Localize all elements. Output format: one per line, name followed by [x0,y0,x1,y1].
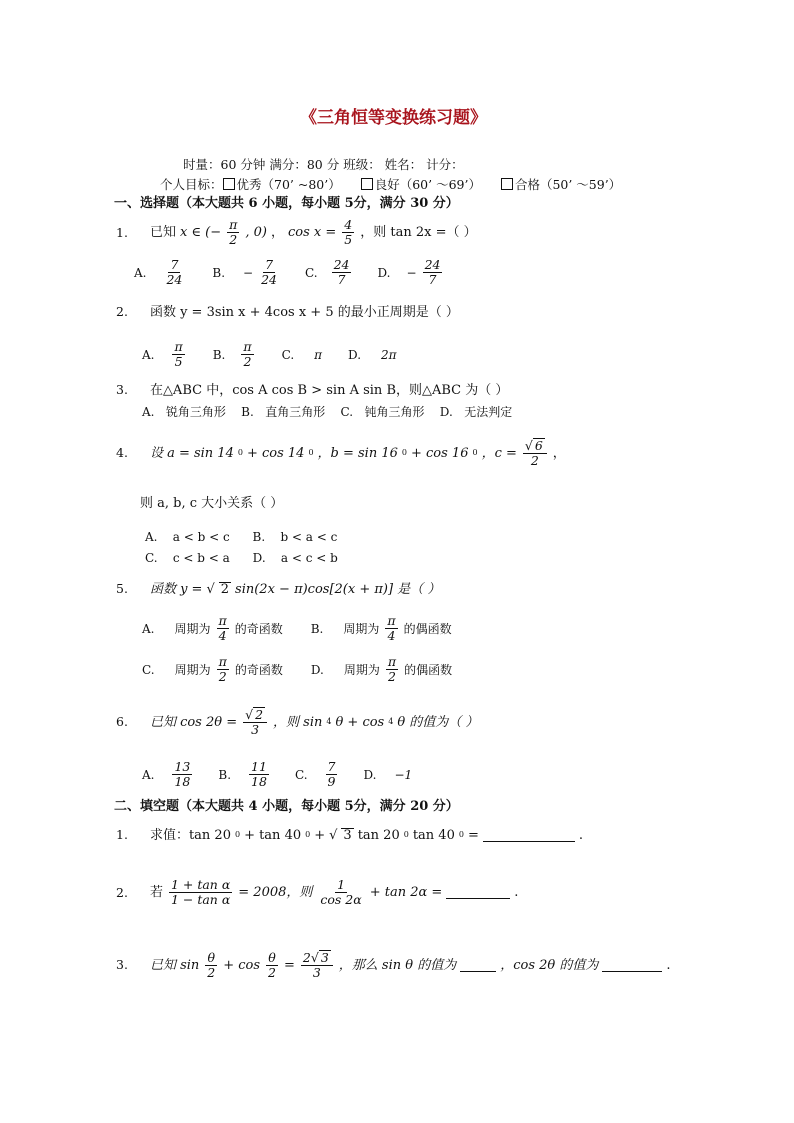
option-a-post[interactable]: 的奇函数 [234,621,283,636]
q5-pre: 函数 y = [149,581,203,597]
option-a-value[interactable]: $\frac{7}{24}$ [166,257,183,288]
q4-options-cd[interactable]: C. c < b < a D. a < c < b [145,551,338,565]
q1-frac-pi-2: $\frac{\pi}{2}$ [229,217,238,248]
question-number: 1. [116,224,128,240]
f1-pre: 求值：tan 20 [149,827,231,843]
q5-options-cd [142,655,452,685]
option-c-pre: 周期为 [174,662,211,677]
q6-post-a: ，则 sin [273,714,323,730]
q1-pre: 已知 [149,225,176,241]
option-b-value[interactable]: $\frac{7}{24}$ [261,257,277,288]
goal-pass: 合格（50’ ～59’） [514,177,622,192]
f2-frac-tan: $\frac{\text{1 + tan α}}{\text{1 − tan α}}$ [170,877,231,908]
question-2 [116,306,459,319]
question-number: 3. [116,382,128,398]
fill-question-2: 2. 若 $\frac{\text{1 + tan α}}{\text{1 − tan α}}$ = 2008，则 $\frac{1}{\cos 2\alpha}$ + tan 2α = . [116,877,519,908]
f2-eq: = 2008，则 [238,885,313,901]
q2-text: 函数 y = 3sin x + 4cos x + 5 的最小正周期是（ ） [149,305,459,320]
checkbox-excellent[interactable] [223,178,235,190]
option-b-frac: $\frac{\pi}{4}$ [387,613,396,644]
section-fill-heading: 二、填空题（本大题共 4 小题，每小题 5分，满分 20 分） [114,799,459,814]
goal-excellent: 优秀（70’ ~80’） [236,177,341,192]
option-a-pre: 周期为 [174,621,211,636]
option-d-frac: $\frac{\pi}{2}$ [387,654,397,685]
option-d-value[interactable]: $\frac{24}{7}$ [424,257,441,288]
option-d-pre: 周期为 [343,662,380,677]
option-c-post[interactable]: 的奇函数 [234,662,283,677]
q6-post-b: θ + cos [335,714,385,730]
answer-blank[interactable] [483,829,575,842]
q4-a-def-2: + cos 14 [246,445,305,461]
q4-a-def: 设 a = sin 14 [149,445,234,461]
option-b-pre: 周期为 [343,621,380,636]
f2-post: + tan 2α = [369,885,443,901]
q1-cos: cos x = [287,225,337,241]
q6-post-c: θ 的值为（ ） [397,714,479,730]
q5-sqrt2: 2 [220,582,230,597]
question-number: 5. [116,580,128,596]
f3-frac-theta-2b: $\frac{\theta}{2}$ [268,949,276,980]
section-choice-heading: 一、选择题（本大题共 6 小题，每小题 5分，满分 30 分） [114,196,459,211]
option-a-value[interactable]: $\frac{13}{18}$ [174,759,191,790]
option-b-label: B. [218,767,232,782]
f2-pre: 若 [149,885,163,901]
q2-options [142,340,397,370]
option-b-label: B. [310,621,324,636]
option-a-value[interactable]: $\frac{\pi}{5}$ [174,339,183,370]
option-c-label: C. [281,347,295,362]
option-d-label: D. [363,767,377,782]
f1-sqrt3: 3 [343,828,352,843]
option-c-label: C. [294,767,308,782]
question-number: 3. [116,957,128,973]
question-5: 5. 函数 y = √ 2 sin(2x − π)cos[2(x + π)] 是（ ） [116,580,441,597]
option-b-sign: − [243,265,254,280]
f3-frac-2sqrt3-3: 2√ 3 3 [301,950,333,981]
option-c-value[interactable]: π [314,347,323,362]
q6-frac-sqrt2-3: √ 2 3 [243,707,267,738]
question-number: 4. [116,445,128,461]
q4-b-def: ，b = sin 16 [317,445,398,461]
q4-options-ab[interactable]: A. a < b < c B. b < a < c [145,530,338,544]
option-b-label: B. [212,347,226,362]
q4-b-def-2: + cos 16 [410,445,469,461]
option-a-frac: $\frac{\pi}{4}$ [218,613,227,644]
question-3 [116,384,508,397]
q5-options-ab [142,614,452,644]
answer-blank-sin[interactable] [460,959,496,972]
q4-line2: 则 a, b, c 大小关系（ ） [140,496,284,511]
q1-frac-4-5: $\frac{4}{5}$ [344,217,353,248]
option-c-frac: $\frac{\pi}{2}$ [218,654,227,685]
checkbox-good[interactable] [361,178,373,190]
f3-frac-theta-2a: $\frac{\theta}{2}$ [207,949,216,980]
option-b-post[interactable]: 的偶函数 [403,621,452,636]
meta-line: 时量：60 分钟 满分：80 分 班级： 姓名： 计分： [183,157,464,172]
goal-label: 个人目标： [160,177,223,192]
q3-text: 在△ABC 中，cos A cos B > sin A sin B，则△ABC 为（ ） [149,383,509,398]
goal-line [160,178,621,192]
fill-question-3: 3. 已知 sin $\frac{\theta}{2}$ + cos $\frac{\theta}{2}$ = 2√ 3 3 ，那么 sin θ 的值为 ，cos 2θ 的值为 . [116,949,671,981]
option-d-label: D. [348,347,362,362]
worksheet-title: 《三角恒等变换练习题》 [300,108,487,128]
option-a-label: A. [142,347,155,362]
q1-domain: x ∈ (− [179,225,222,241]
option-c-label: C. [305,265,318,280]
question-6: 6. 已知 cos 2θ = √ 2 3 ，则 sin 4 θ + cos 4 θ 的值为（ ） [116,707,479,738]
q4-c-def: ，c = [481,445,517,461]
q3-options[interactable]: A. 锐角三角形 B. 直角三角形 C. 钝角三角形 D. 无法判定 [142,405,513,419]
q1-post: ，则 tan 2x =（ ） [360,225,477,241]
option-c-value[interactable]: $\frac{24}{7}$ [333,257,350,288]
option-b-label: B. [212,265,226,280]
f3-pre: 已知 sin [149,957,200,973]
q6-pre: 已知 cos 2θ = [149,714,238,730]
q1-comma: ， [270,225,284,241]
f3-mid2: ，cos 2θ 的值为 [500,957,599,973]
option-d-label: D. [310,662,324,677]
question-4: 4. 设 a = sin 14 0 + cos 14 0 ，b = sin 16 0 + cos 16 0 ，c = √ 6 2 ， [116,438,566,469]
option-d-sign: − [406,265,417,280]
goal-good: 良好（60’ ～69’） [374,177,481,192]
q5-post: sin(2x − π)cos[2(x + π)] 是（ ） [235,581,441,597]
option-b-value[interactable]: $\frac{\pi}{2}$ [243,339,252,370]
option-c-value[interactable]: $\frac{7}{9}$ [327,759,336,790]
q4-frac-sqrt6-2: √ 6 2 [523,438,547,469]
question-number: 2. [116,304,128,320]
question-1 [116,218,477,248]
option-a-label: A. [142,621,155,636]
option-d-label: D. [377,265,391,280]
fill-question-1: 1. 求值：tan 20 0 + tan 40 0 + √ 3 tan 20 0 tan 40 0 = . [116,826,583,843]
answer-blank-cos[interactable] [602,959,662,972]
q6-options [142,760,412,790]
option-d-value[interactable]: 2π [381,347,397,362]
question-number: 1. [116,826,128,842]
f3-plus: + cos [223,957,261,973]
option-a-label: A. [134,265,147,280]
option-b-value[interactable]: $\frac{11}{18}$ [251,759,267,790]
question-number: 2. [116,884,128,900]
f3-mid: ，那么 sin θ 的值为 [338,957,457,973]
option-a-label: A. [142,767,155,782]
option-c-label: C. [142,662,155,677]
checkbox-pass[interactable] [501,178,513,190]
answer-blank[interactable] [446,886,510,899]
option-d-post[interactable]: 的偶函数 [404,662,453,677]
q1-options [134,258,444,288]
question-number: 6. [116,714,128,730]
f2-frac-cos: $\frac{1}{\cos 2\alpha}$ [320,877,362,908]
option-d-value[interactable]: −1 [394,767,413,782]
q1-domain-close: , 0) [245,225,267,241]
